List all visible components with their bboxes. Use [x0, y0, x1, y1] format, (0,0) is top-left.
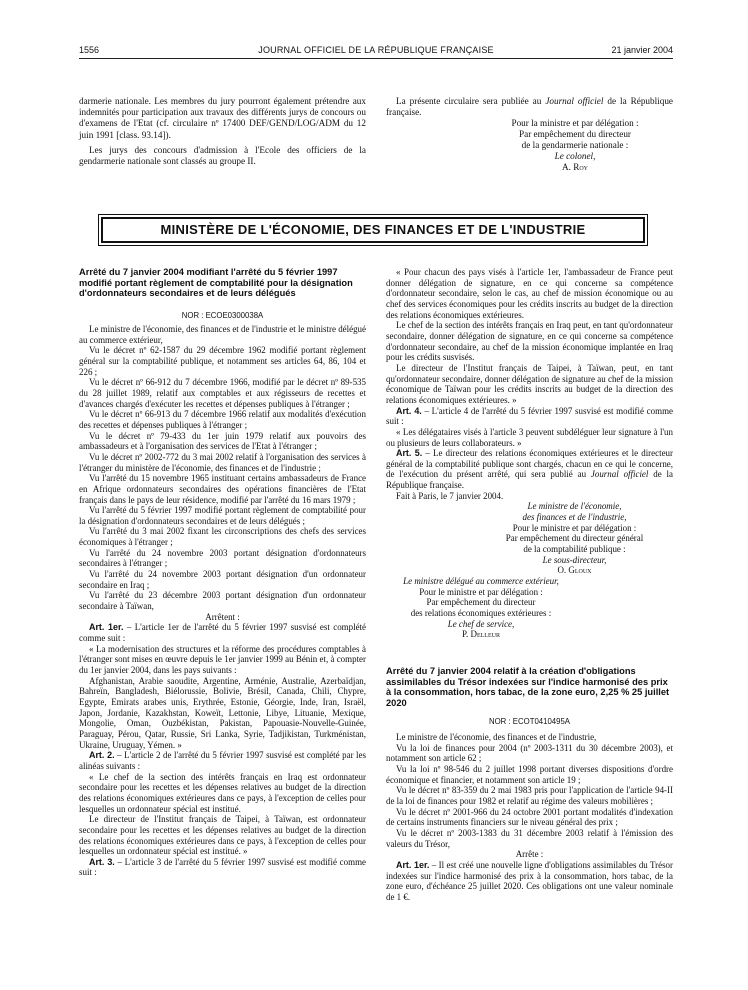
ministry-banner: MINISTÈRE DE L'ÉCONOMIE, DES FINANCES ET DE L'INDUSTRIE: [101, 217, 645, 243]
page-number: 1556: [79, 45, 100, 55]
nor-reference-2: NOR : ECOT0410495A: [488, 717, 571, 726]
right-column-body: « Pour chacun des pays visés à l'article 1er, l'ambassadeur de France peut donner délégation de signature, en ce qui concerne sa compétence d'ordonnateur secondaire, selon le cas, au chef de mission économique ou au chef des services économiques pour les crédits inscrits au budget de la direction des relations économiques extérieures. Le chef de la section des intérêts français en Iraq peut, en tant qu'ordonnateur secondaire, donner délégation de signature, en ce qui concerne sa compétence d'ordonnateur secondaire, au chef de la mission économique implantée en Iraq pour les crédits susvisés. Le directeur de l'Institut français de Taipei, à Taïwan, peut, en tant qu'ordonnateur secondaire, donner délégation de signature au chef de la mission économique de Taïwan pour les crédits inscrits au budget de la direction des relations économiques extérieures. » Art. 4. – L'article 4 de l'arrêté du 5 février 1997 susvisé est modifié comme suit : « Les délégataires visés à l'article 3 peuvent subdéléguer leur signature à l'un ou plusieurs de leurs collaborateurs. » Art. 5. – Le directeur des relations économiques extérieures et le directeur général de la comptabilité publique sont chargés, chacun en ce qui le concerne, de l'exécution du présent arrêté, qui sera publié au Journal officiel de la République française. Fait à Paris, le 7 janvier 2004. Le ministre de l'économie, des finances et de l'industrie, Pour le ministre et par délégation : Par empêchement du directeur général de la comptabilité publique : Le sous-directeur, O. Gloux Le ministre délégué au commerce extérieur, Pour le ministre et par délégation : Par empêchement du directeur des relations économiques extérieures : Le chef de service, P. Delleur: [386, 267, 673, 640]
top-left-paragraph-1: darmerie nationale. Les membres du jury pourront également prétendre aux indemnités pour participation aux travaux des différents jurys de concours ou d'examens de l'Etat (cf. circulaire nº 17400 DEF/GEND/LOG/ADM du 12 juin 1991 [class. 93.14]).: [79, 96, 366, 140]
nor-reference-1: NOR : ECOE0300038A: [181, 311, 264, 320]
header-rule: [79, 58, 673, 59]
top-right-signature: Pour la ministre et par délégation : Par empêchement du directeur de la gendarmerie nationale : Le colonel, A. Roy: [511, 118, 639, 172]
left-column-body: Le ministre de l'économie, des finances et de l'industrie et le ministre délégué au commerce extérieur, Vu le décret nº 62-1587 du 29 décembre 1962 modifié portant règlement général sur la comptabilité publique, et notamment ses articles 64, 86, 104 et 226 ; Vu le décret nº 66-912 du 7 décembre 1966, modifié par le décret nº 89-535 du 28 juillet 1989, relatif aux comptables et aux régisseurs de recettes et d'avances chargés d'exécuter les recettes et dépenses publiques à l'étranger ; Vu le décret nº 66-913 du 7 décembre 1966 relatif aux modalités d'exécution des recettes et dépenses publiques à l'étranger ; Vu le décret nº 79-433 du 1er juin 1979 relatif aux pouvoirs des ambassadeurs et à l'organisation des services de l'Etat à l'étranger ; Vu le décret nº 2002-772 du 3 mai 2002 relatif à l'organisation des services à l'étranger du ministère de l'économie, des finances et de l'industrie ; Vu l'arrêté du 15 novembre 1965 instituant certains ambassadeurs de France en Afrique ordonnateurs secondaires des opérations financières de l'Etat français dans le pays de leur résidence, modifié par l'arrêté du 16 mars 1979 ; Vu l'arrêté du 5 février 1997 modifié portant règlement de comptabilité pour la désignation d'ordonnateurs secondaires et de leurs délégués ; Vu l'arrêté du 3 mai 2002 fixant les circonscriptions des chefs des services économiques à l'étranger ; Vu l'arrêté du 24 novembre 2003 portant désignation d'ordonnateurs secondaires à l'étranger ; Vu l'arrêté du 24 novembre 2003 portant désignation d'un ordonnateur secondaire en Iraq ; Vu l'arrêté du 23 décembre 2003 portant désignation d'un ordonnateur secondaire à Taïwan, Arrêtent : Art. 1er. – L'article 1er de l'arrêté du 5 février 1997 susvisé est complété comme suit : « La modernisation des structures et la réforme des procédures comptables à l'étranger sont mises en œuvre depuis le 1er janvier 1999 au Bénin et, à compter du 1er janvier 2004, dans les pays suivants : Afghanistan, Arabie saoudite, Argentine, Arménie, Australie, Azerbaïdjan, Bahreïn, Bangladesh, Biélorussie, Bolivie, Brésil, Canada, Chili, Chypre, Egypte, Emirats arabes unis, Erythrée, Estonie, Géorgie, Inde, Iran, Israël, Japon, Jordanie, Kazakhstan, Koweït, Lettonie, Libye, Lituanie, Mexique, Mongolie, Oman, Ouzbékistan, Pakistan, Papouasie-Nouvelle-Guinée, Paraguay, Pérou, Qatar, Russie, Sri Lanka, Syrie, Tadjikistan, Turkménistan, Ukraine, Uruguay, Yémen. » Art. 2. – L'article 2 de l'arrêté du 5 février 1997 susvisé est complété par les alinéas suivants : « Le chef de la section des intérêts français en Iraq est ordonnateur secondaire pour les recettes et les dépenses relatives au budget de la direction des relations économiques extérieures dans ce pays, à l'exception de celles pour lesquelles un ordonnateur spécial est institué. Le directeur de l'Institut français de Taipei, à Taïwan, est ordonnateur secondaire pour les recettes et les dépenses relatives au budget de la direction des relations économiques extérieures dans ce pays, à l'exception de celles pour lesquelles un ordonnateur spécial est institué. » Art. 3. – L'article 3 de l'arrêté du 5 février 1997 susvisé est modifié comme suit :: [79, 324, 366, 878]
right-decree-body: Le ministre de l'économie, des finances et de l'industrie, Vu la loi de finances pour 2004 (nº 2003-1311 du 30 décembre 2003), et notamment son article 62 ; Vu la loi nº 98-546 du 2 juillet 1998 portant diverses dispositions d'ordre économique et financier, et notamment son article 19 ; Vu le décret nº 83-359 du 2 mai 1983 pris pour l'application de l'article 94-II de la loi de finances pour 1982 et relatif au régime des valeurs mobilières ; Vu le décret nº 2001-966 du 24 octobre 2001 portant modalités d'indexation de certains instruments financiers sur le niveau général des prix ; Vu le décret nº 2003-1383 du 31 décembre 2003 relatif à l'émission des valeurs du Trésor, Arrête : Art. 1er. – Il est créé une nouvelle ligne d'obligations assimilables du Trésor indexées sur l'indice harmonisé des prix à la consommation, hors tabac, de la zone euro, d'échéance 25 juillet 2020. Ces obligations ont une valeur nominale de 1 €.: [386, 732, 673, 902]
decree-title-2: Arrêté du 7 janvier 2004 relatif à la création d'obligations assimilables du Trésor indexées sur l'indice harmonisé des prix à la consommation, hors tabac, de la zone euro, 2,25 % 25 juillet 2020: [386, 666, 670, 708]
journal-title: JOURNAL OFFICIEL DE LA RÉPUBLIQUE FRANÇAISE: [258, 45, 494, 55]
top-left-paragraph-2: Les jurys des concours d'admission à l'Ecole des officiers de la gendarmerie nationale sont classés au groupe II.: [79, 145, 366, 167]
decree-title-1: Arrêté du 7 janvier 2004 modifiant l'arrêté du 5 février 1997 modifié portant règlement de comptabilité pour la désignation d'ordonnateurs secondaires et de leurs délégués: [79, 267, 353, 299]
top-right-paragraph: La présente circulaire sera publiée au Journal officiel de la République française.: [386, 96, 673, 118]
issue-date: 21 janvier 2004: [611, 45, 673, 55]
